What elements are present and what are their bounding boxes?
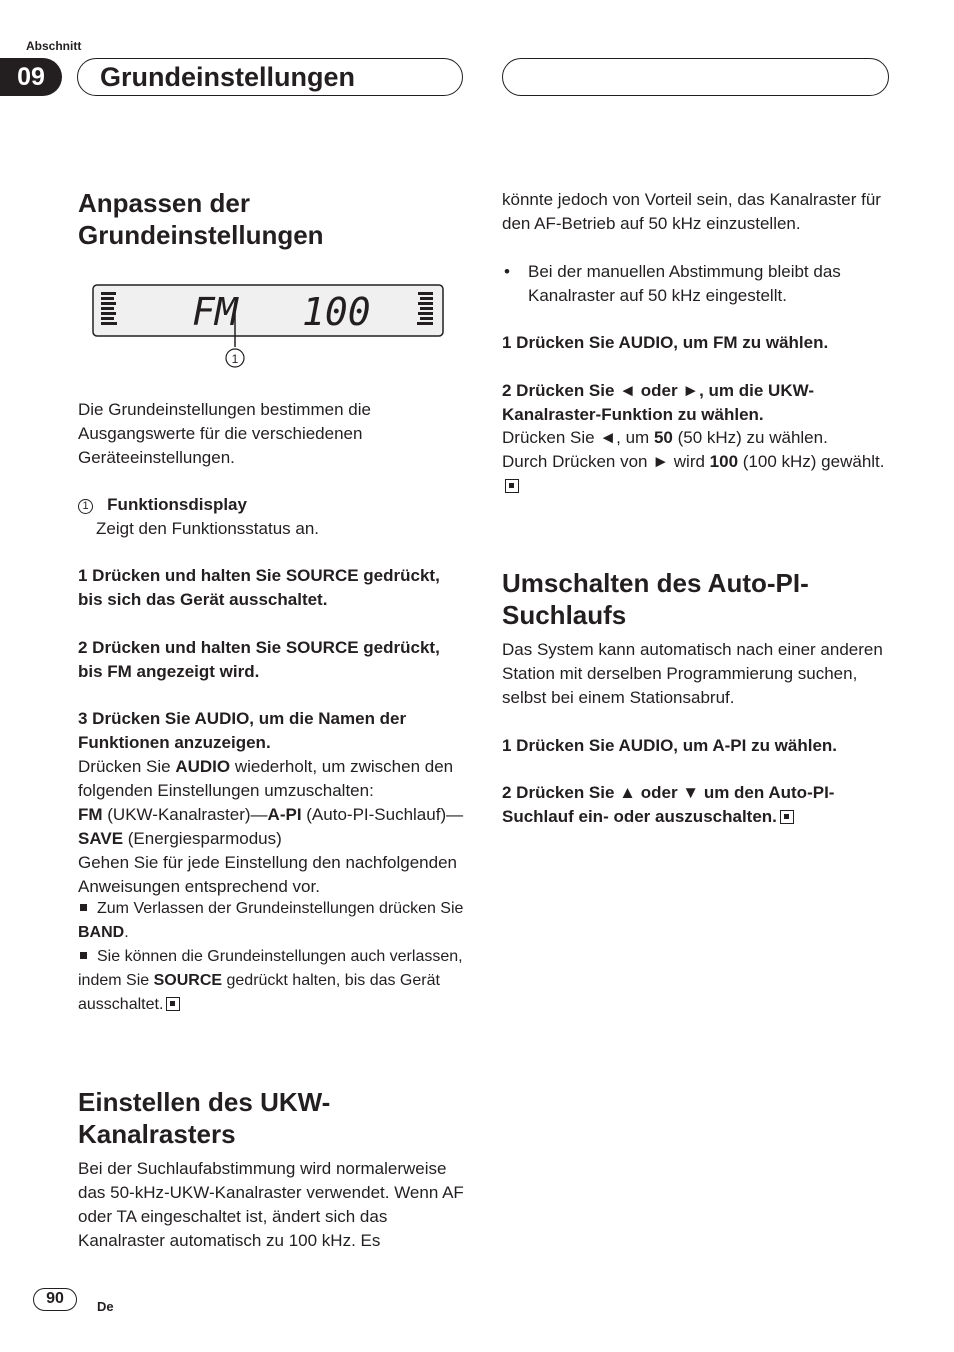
section-title: Grundeinstellungen (100, 62, 356, 92)
intro-text: Die Grundeinstellungen bestimmen die Ausgangswerte für die verschiedenen Geräteeinstellungen. (78, 400, 371, 467)
end-mark-icon (166, 997, 180, 1011)
legend-number: 1 (78, 499, 93, 514)
legend-text: Zeigt den Funktionsstatus an. (96, 519, 320, 538)
ukw-step-1: 1 Drücken Sie AUDIO, um FM zu wählen. (502, 333, 829, 352)
heading-ukw: Einstellen des UKW-Kanalrasters (78, 1087, 331, 1149)
heading-api: Umschalten des Auto-PI-Suchlaufs (502, 568, 809, 630)
step-2: 2 Drücken und halten Sie SOURCE gedrückt, bis FM angezeigt wird. (78, 638, 440, 681)
ukw-continued-text: könnte jedoch von Vorteil sein, das Kanalraster für den AF-Betrieb auf 50 kHz einzustellen. (502, 190, 881, 233)
end-mark-icon (780, 810, 794, 824)
note-1: Zum Verlassen der Grundeinstellungen drücken Sie BAND. (78, 900, 464, 941)
section-number: 09 (0, 58, 62, 96)
display-text-fm: FM (192, 290, 238, 334)
notes (78, 897, 468, 1017)
note-bullet (80, 952, 87, 959)
step-3: 3 Drücken Sie AUDIO, um die Namen der Funktionen anzuzeigen. (78, 709, 407, 752)
display-callout: 1 (231, 352, 239, 366)
page-number: 90 (33, 1288, 77, 1311)
step-1: 1 Drücken und halten Sie SOURCE gedrückt, bis sich das Gerät ausschaltet. (78, 566, 440, 609)
ukw-text: Bei der Suchlaufabstimmung wird normalerweise das 50-kHz-UKW-Kanalraster verwendet. Wenn AF oder TA eingeschaltet ist, ändert sich das Kanalraster automatisch zu 100 kHz. Es (78, 1159, 464, 1250)
ukw-step-2-body: Drücken Sie ◄, um 50 (50 kHz) zu wählen. Durch Drücken von ► wird 100 (100 kHz) gewählt. (502, 426, 892, 498)
header-right-frame (502, 58, 889, 96)
legend-item (78, 493, 468, 541)
step-3-body: Drücken Sie AUDIO wiederholt, um zwischen den folgenden Einstellungen umzuschalten: FM (UKW-Kanalraster)—A-PI (Auto-PI-Suchlauf)—SAVE (Energiesparmodus) Gehen Sie für jede Einstellung den nachfolgenden Anweisungen entsprechend vor. (78, 755, 468, 899)
function-display (92, 284, 446, 372)
end-mark-icon (505, 479, 519, 493)
ukw-step-2: 2 Drücken Sie ◄ oder ►, um die UKW-Kanalraster-Funktion zu wählen. (502, 381, 814, 424)
api-text: Das System kann automatisch nach einer anderen Station mit derselben Programmierung suchen, selbst bei einem Stationsabruf. (502, 640, 883, 707)
note-bullet (80, 904, 87, 911)
legend-title: Funktionsdisplay (107, 495, 247, 514)
bullet-text: Bei der manuellen Abstimmung bleibt das Kanalraster auf 50 kHz eingestellt. (528, 262, 841, 305)
language-code: De (97, 1299, 114, 1314)
api-step-1: 1 Drücken Sie AUDIO, um A-PI zu wählen. (502, 736, 838, 755)
section-label: Abschnitt (26, 39, 82, 53)
api-step-2: 2 Drücken Sie ▲ oder ▼ um den Auto-PI-Suchlauf ein- oder auszuschalten. (502, 783, 835, 826)
step-3-follow: Gehen Sie für jede Einstellung den nachfolgenden Anweisungen entsprechend vor. (78, 853, 458, 896)
bullet-item: • Bei der manuellen Abstimmung bleibt das Kanalraster auf 50 kHz eingestellt. (502, 260, 892, 308)
note-2: Sie können die Grundeinstellungen auch verlassen, indem Sie SOURCE gedrückt halten, bis das Gerät ausschaltet. (78, 948, 463, 1013)
heading-anpassen: Anpassen der Grundeinstellungen (78, 188, 324, 250)
display-text-freq: 100 (302, 290, 371, 334)
